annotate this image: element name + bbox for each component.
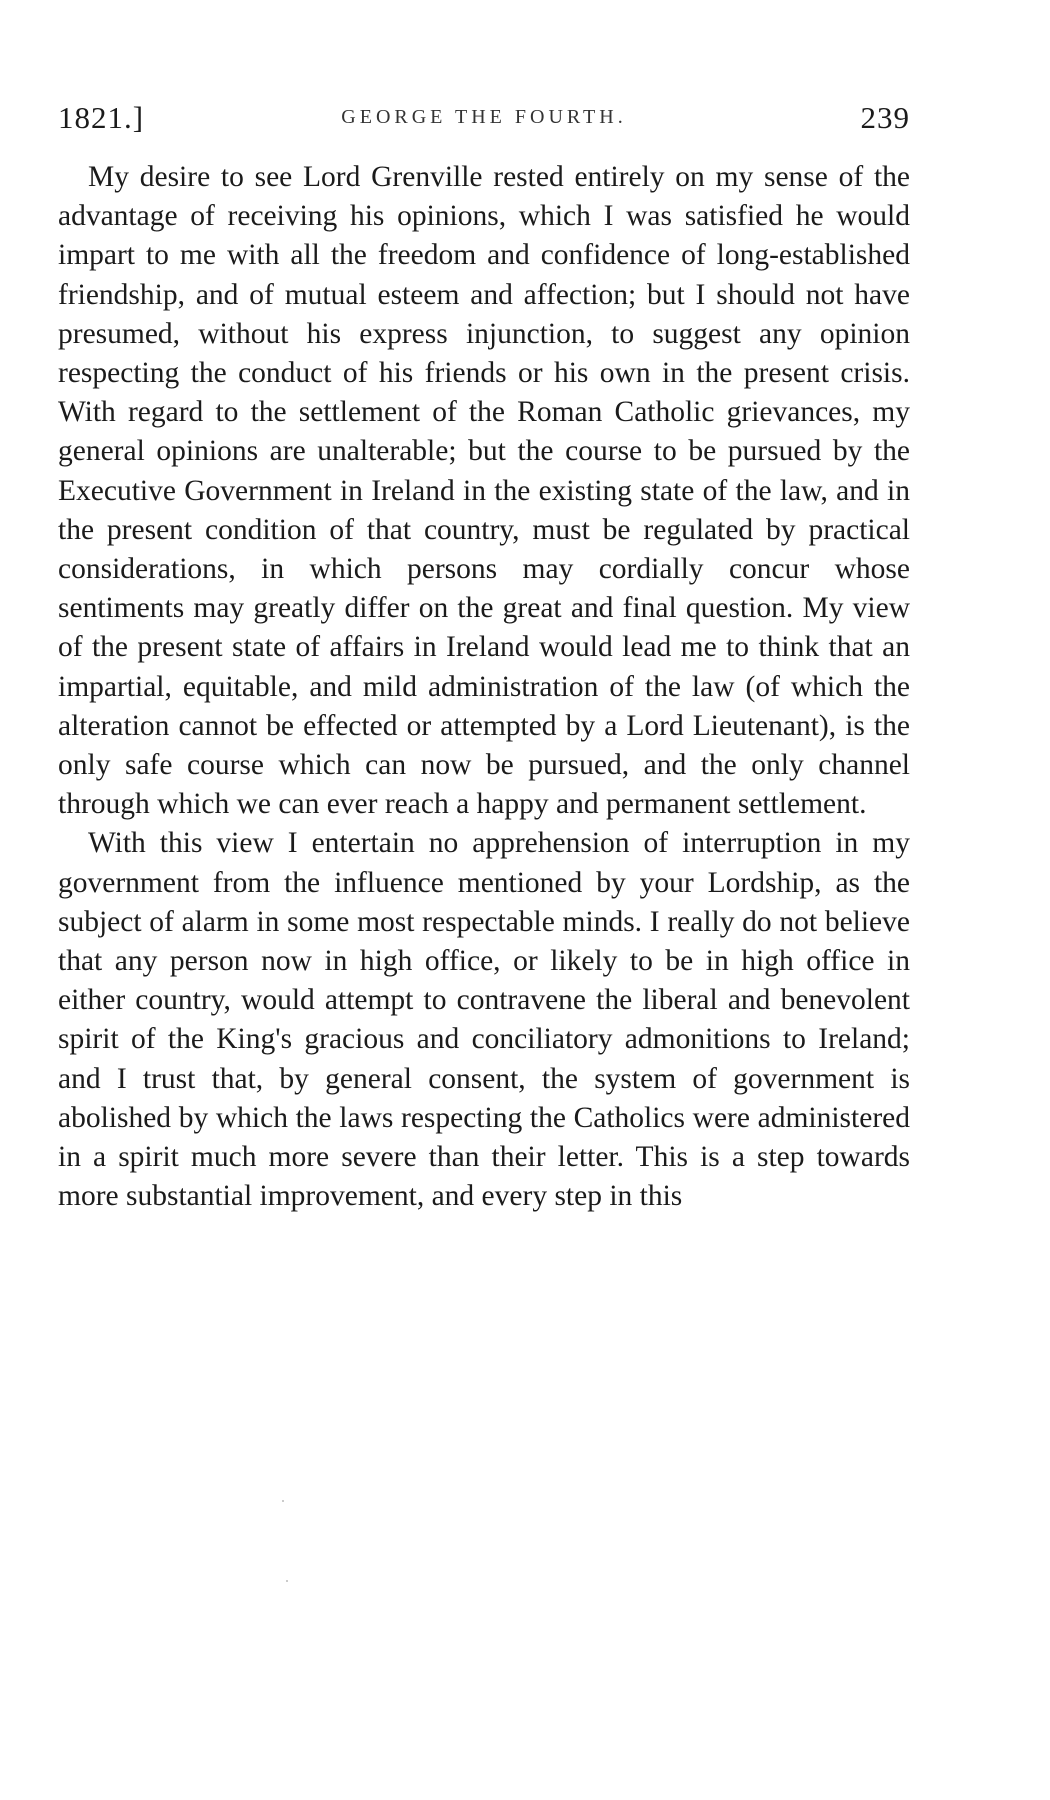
paper-speck: [282, 1500, 284, 1502]
paragraph-1: My desire to see Lord Grenville rested entirely on my sense of the advantage of receiving his opinions, which I was satisfied he would impart to me with all the freedom and confidence of long-established friendship, and of mutual esteem and affection; but I should not have presumed, without his express injunction, to suggest any opinion respecting the conduct of his friends or his own in the present crisis. With regard to the settlement of the Roman Catholic grievances, my general opinions are unalterable; but the course to be pursued by the Executive Government in Ireland in the existing state of the law, and in the present condition of that country, must be regulated by practical considerations, in which persons may cordially concur whose sentiments may greatly differ on the great and final question. My view of the present state of affairs in Ireland would lead me to think that an impartial, equitable, and mild administration of the law (of which the alteration cannot be effected or attempted by a Lord Lieutenant), is the only safe course which can now be pursued, and the only channel through which we can ever reach a happy and permanent settlement.: [58, 161, 910, 821]
running-head-year: 1821.]: [58, 100, 145, 135]
running-head: [58, 100, 910, 140]
page-number: 239: [860, 100, 910, 135]
body-text: [58, 158, 910, 1216]
running-head-title: GEORGE THE FOURTH.: [341, 106, 627, 128]
paper-speck: [286, 1580, 288, 1582]
paragraph-2: With this view I entertain no apprehension of interruption in my government from the influence mentioned by your Lordship, as the subject of alarm in some most respectable minds. I really do not believe that any person now in high office, or likely to be in high office in either country, would attempt to contravene the liberal and benevolent spirit of the King's gracious and conciliatory admonitions to Ireland; and I trust that, by general consent, the system of government is abolished by which the laws respecting the Catholics were administered in a spirit much more severe than their letter. This is a step towards more substantial improvement, and every step in this: [58, 827, 910, 1213]
